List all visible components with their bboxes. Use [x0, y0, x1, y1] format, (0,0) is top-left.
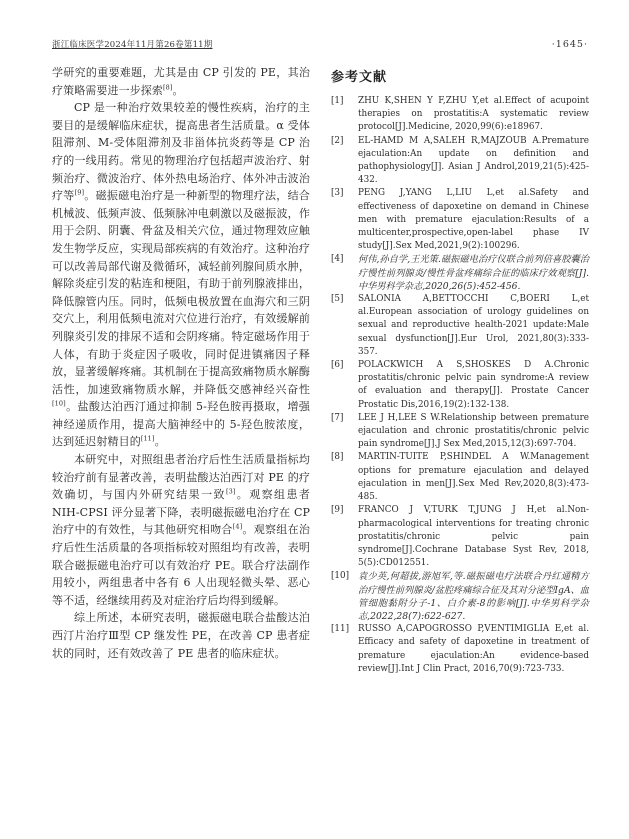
reference-item: [331, 359, 589, 412]
reference-text: LEE J H,LEE S W.Relationship between premature ejaculation and chronic prostatitis/chronic pelvic pain syndrome[J].J Sex Med,2015,12(3):697-704.: [358, 412, 589, 450]
reference-text: 何伟,孙自学,王光策.磁振磁电治疗仪联合前列倍喜胶囊治疗慢性前列腺炎/慢性骨盆疼痛综合征的临床疗效观察[J].中华男科学杂志,2020,26(5):452-456.: [358, 254, 589, 292]
reference-text: RUSSO A,CAPOGROSSO P,VENTIMIGLIA E,et al. Efficacy and safety of dapoxetine in treatment of premature ejaculation:An evidence-based review[J].Int J Clin Pract, 2016,70(9):723-733.: [358, 624, 589, 674]
journal-title: 浙江临床医学2024年11月第26卷第11期: [52, 40, 213, 50]
reference-label: [1]: [331, 96, 344, 106]
paragraph-text: 。观察组在治疗后性生活质量的各项指标较对照组均有改善，表明联合磁振磁电治疗可以有效治疗 PE。联合疗法副作用较小，两组患者中各有 6 人出现轻微头晕、恶心等不适，经继续用药及对症治疗后均得到缓解。: [52, 523, 310, 607]
reference-item: [331, 504, 589, 570]
reference-text: PENG J,YANG L,LIU L,et al.Safety and effectiveness of dapoxetine on demand in Chinese men with premature ejaculation:Results of a multicenter,prospective,open-label phase IV study[J].Sex Med,2021,9(2):100296.: [358, 188, 589, 252]
citation-superscript: [3]: [225, 487, 236, 496]
reference-list: [331, 95, 589, 676]
reference-label: [9]: [331, 505, 344, 516]
reference-text: ZHU K,SHEN Y F,ZHU Y,et al.Effect of acupoint therapies on prostatitis:A systematic review protocol[J].Medicine, 2020,99(6):e18967.: [358, 96, 589, 133]
reference-label: [7]: [331, 412, 344, 423]
paragraph-text: 。: [154, 435, 166, 449]
paragraph-text: 。观察组患者 NIH-CPSI 评分显著下降，表明磁振磁电治疗在 CP 治疗中的有效性，与其他研究相吻合: [52, 488, 310, 537]
reference-item: [331, 623, 589, 676]
paragraph-text: 。: [172, 83, 184, 97]
reference-text: SALONIA A,BETTOCCHI C,BOERI L,et al.European association of urology guidelines on sexual and reproductive health-2021 update:Male sexual dysfunction[J].Eur Urol, 2021,80(3):333-357.: [358, 294, 589, 357]
reference-label: [4]: [331, 254, 344, 265]
reference-text: FRANCO J V,TURK T,JUNG J H,et al.Non-pharmacological interventions for treating chronic prostatitis/chronic pelvic pain syndrome[J].Cochrane Database Syst Rev, 2018, 5(5):CD012551.: [358, 505, 589, 569]
page-number: ·1645·: [551, 39, 588, 50]
reference-item: [331, 412, 589, 452]
body-paragraph: [52, 99, 310, 451]
reference-item: [331, 187, 589, 253]
citation-superscript: [4]: [232, 522, 243, 531]
body-paragraph: [52, 609, 310, 662]
reference-item: [331, 95, 589, 135]
body-paragraph: [52, 64, 310, 99]
reference-label: [2]: [331, 135, 344, 146]
paragraph-text: 。磁振磁电治疗是一种新型的物理疗法，结合机械波、低频声波、低频脉冲电刺激以及磁振波，作用于会阴、阴囊、骨盆及相关穴位，通过物理效应触发生物学反应，实现局部疾病的有效治疗。这种治疗可以改善局部代谢及微循环，减轻前列腺间质水肿，解除炎症引发的粘连和梗阻，有助于前列腺液排出，降低腺管内压。同时，低频电极放置在血海穴和三阴交穴上，利用低频电流对穴位进行治疗，有效缓解前列腺炎引发的排尿不适和会阴疼痛。特定磁场作用于人体，有助于炎症因子吸收，同时促进镇痛因子释放，显著缓解疼痛。其机制在于提高致痛物质水解酶活性，加速致痛物质水解，并降低交感神经兴奋性: [52, 189, 310, 396]
reference-text: MARTIN-TUITE P,SHINDEL A W.Management options for premature ejaculation and delayed ejaculation in men[J].Sex Med Rev,2020,8(3):473-485.: [358, 452, 589, 503]
reference-label: [8]: [331, 452, 344, 463]
reference-text: 袁少英,何超拔,游旭军,等.磁振磁电疗法联合丹红通精方治疗慢性前列腺炎/盆腔疼痛综合征及其对分泌型IgA、血管细胞黏附分子-1、白介素-8的影响[J].中华男科学杂志,2022,28(7):622-627.: [358, 571, 589, 622]
citation-superscript: [9]: [74, 188, 85, 197]
reference-item: [331, 570, 589, 623]
paragraph-text: 学研究的重要难题，尤其是由 CP 引发的 PE，其治疗策略需要进一步探索: [52, 66, 310, 97]
reference-text: EL-HAMD M A,SALEH R,MAJZOUB A.Premature ejaculation:An update on definition and pathophysiology[J]. Asian J Androl,2019,21(5):425-432.: [358, 135, 589, 186]
reference-text: POLACKWICH A S,SHOSKES D A.Chronic prostatitis/chronic pelvic pain syndrome:A review of evaluation and therapy[J]. Prostate Cancer Prostatic Dis,2016,19(2):132-138.: [358, 360, 589, 410]
reference-label: [11]: [331, 624, 350, 635]
reference-item: [331, 253, 589, 293]
left-column-body-text: [52, 64, 310, 676]
reference-item: [331, 451, 589, 504]
paragraph-text: 本研究中，对照组患者治疗后性生活质量指标均较治疗前有显著改善，表明盐酸达泊西汀对 PE 的疗效确切，与国内外研究结果一致: [52, 453, 310, 502]
content-columns: [52, 64, 588, 676]
reference-label: [10]: [331, 571, 350, 582]
citation-superscript: [8]: [163, 82, 173, 91]
citation-superscript: [11]: [140, 434, 155, 443]
reference-label: [5]: [331, 294, 344, 305]
references-heading: 参考文献: [331, 70, 388, 85]
body-paragraph: [52, 451, 310, 609]
reference-item: [331, 293, 589, 359]
paragraph-text: 。盐酸达泊西汀通过抑制 5-羟色胺再摄取，增强神经递质作用，提高大脑神经中的 5-羟色胺浓度，达到延迟射精目的: [52, 400, 310, 449]
reference-label: [3]: [331, 188, 344, 199]
paragraph-text: 综上所述，本研究表明，磁振磁电联合盐酸达泊西汀片治疗Ⅲ型 CP 继发性 PE，在改善 CP 患者症状的同时，还有效改善了 PE 患者的临床症状。: [52, 611, 310, 660]
citation-superscript: [10]: [52, 399, 66, 408]
right-column-references: [331, 64, 589, 676]
paragraph-text: CP 是一种治疗效果较差的慢性疾病，治疗的主要目的是缓解临床症状，提高患者生活质量。α 受体阻滞剂、M-受体阻滞剂及非甾体抗炎药等是 CP 治疗的一线用药。常见的物理治疗包括超声波治疗、射频治疗、微波治疗、体外热电场治疗、体外冲击波治疗等: [52, 101, 310, 203]
reference-label: [6]: [331, 360, 344, 371]
page-header: [52, 38, 588, 50]
reference-item: [331, 135, 589, 188]
